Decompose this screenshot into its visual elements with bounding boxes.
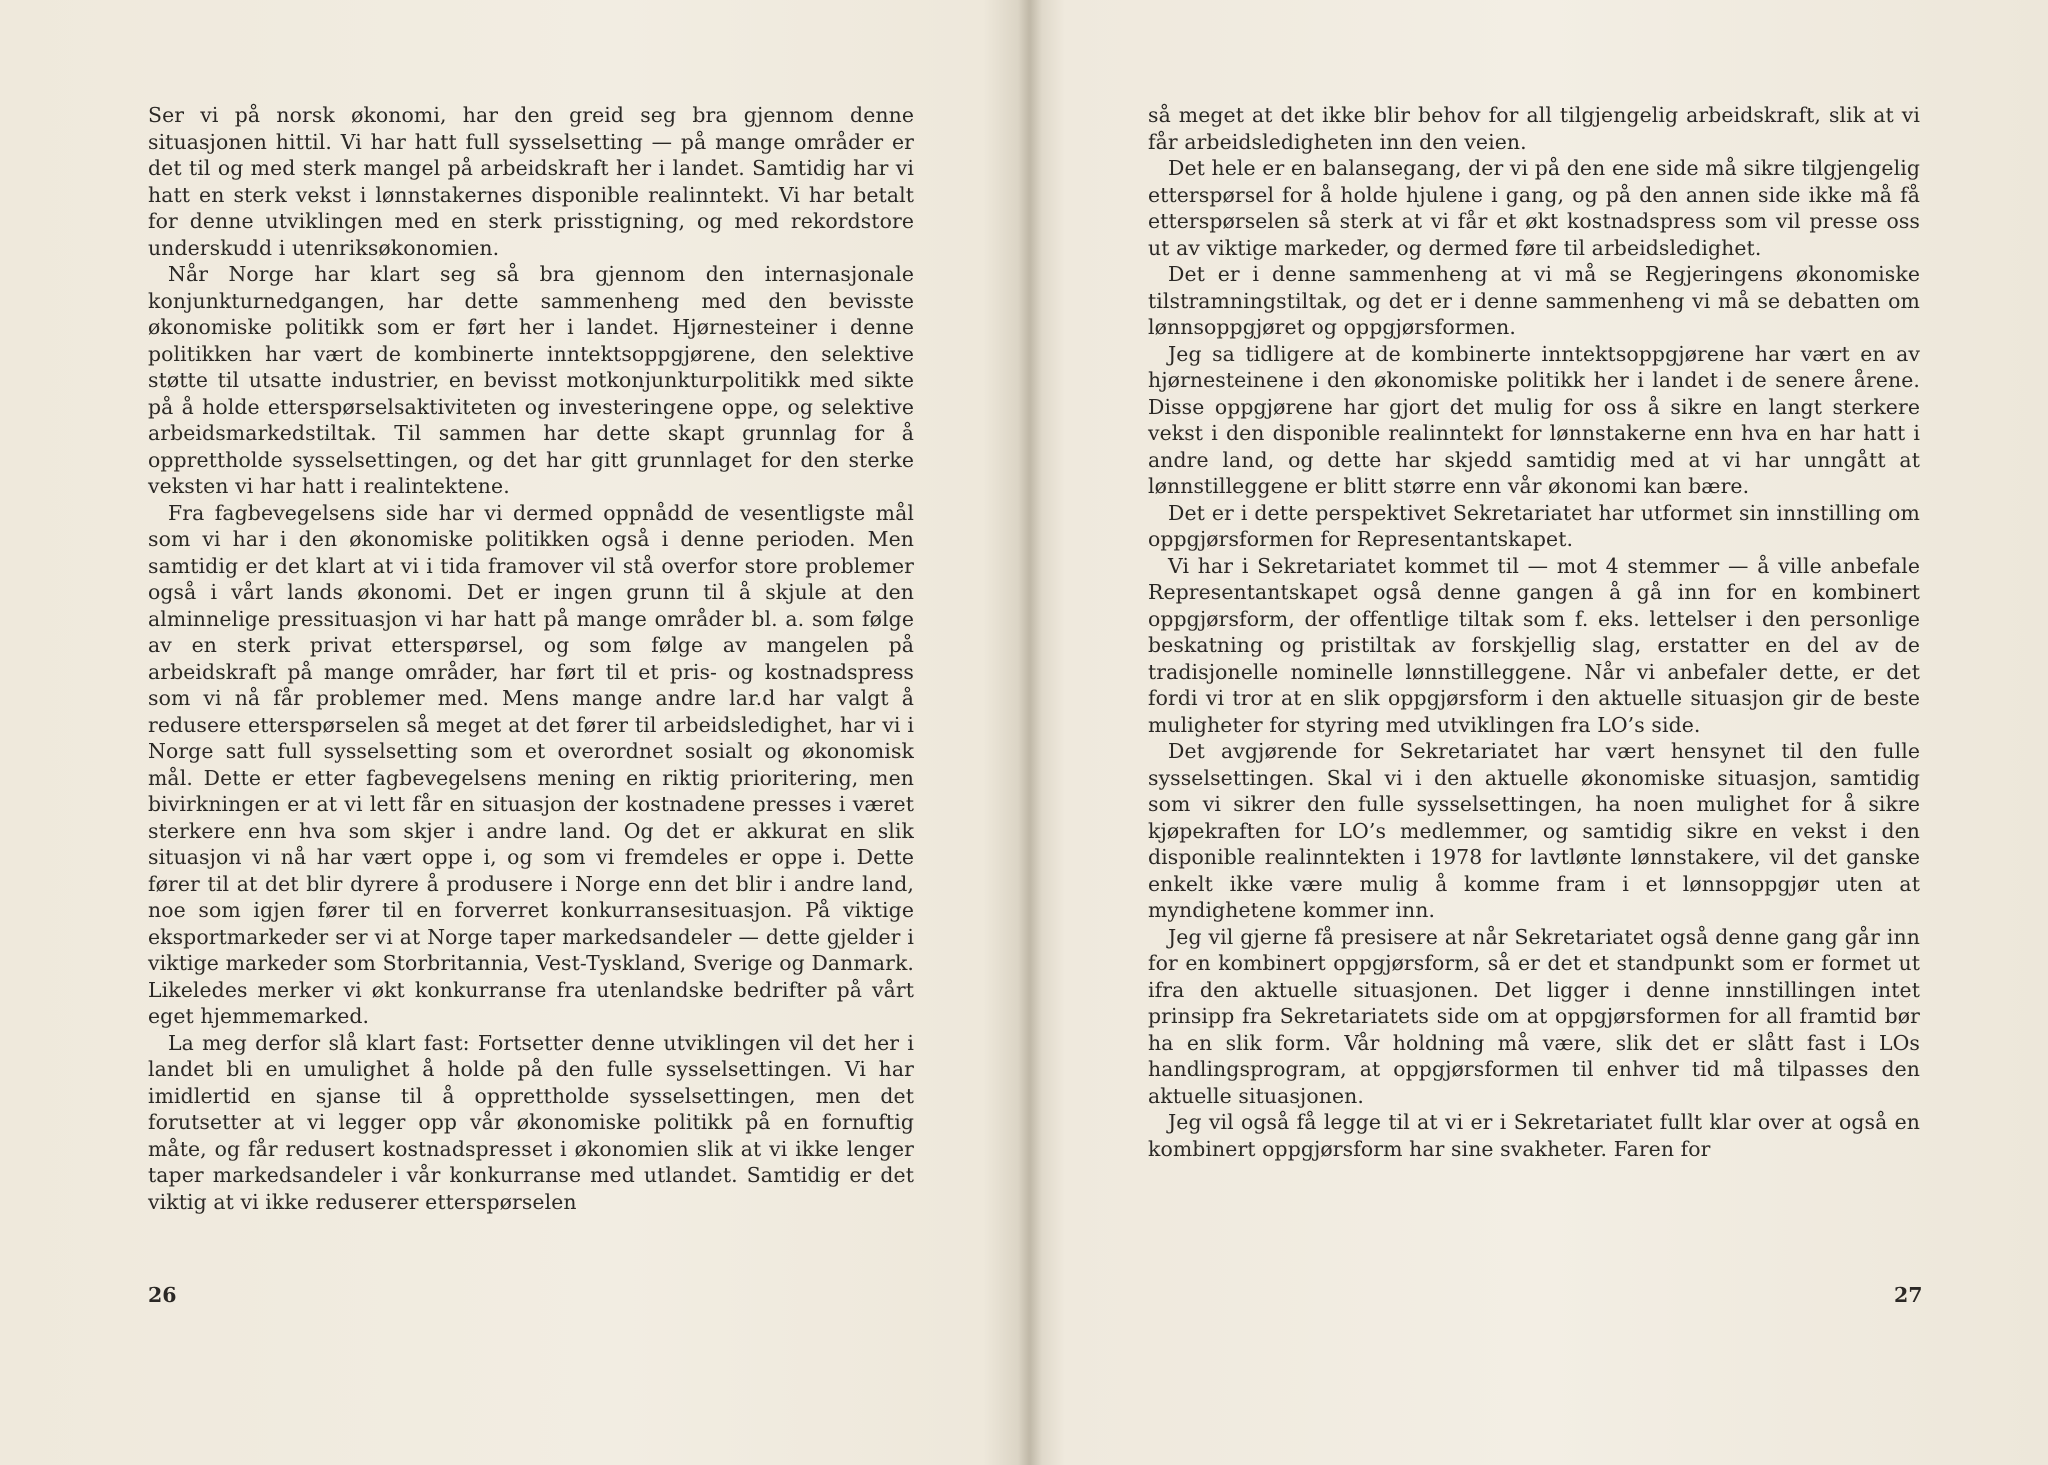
right-paragraph-2: Det hele er en balansegang, der vi på den ene side må sikre tilgjengelig etterspørsel for å holde hjulene i gang, og på den annen side ikke må få etterspørselen så sterk at vi får et økt kostnadspress som vil presse oss ut av viktige markeder, og dermed føre til arbeidsledighet.: [1148, 156, 1920, 260]
right-paragraph-9: Jeg vil også få legge til at vi er i Sekretariatet fullt klar over at også en kombinert oppgjørsform har sine svakheter. Faren for: [1148, 1110, 1920, 1161]
right-paragraph-8: Jeg vil gjerne få presisere at når Sekretariatet også denne gang går inn for en kombinert oppgjørsform, så er det et standpunkt som er formet ut ifra den aktuelle situasjonen. Det ligger i denne innstillingen intet prinsipp fra Sekretariatets side om at oppgjørsformen for all framtid bør ha en slik form. Vår holdning må være, slik det er slått fast i LOs handlingsprogram, at oppgjørsformen til enhver tid må tilpasses den aktuelle situasjonen.: [1148, 924, 1920, 1108]
right-paragraph-4: Jeg sa tidligere at de kombinerte inntektsoppgjørene har vært en av hjørnesteinene i den økonomiske politikk her i landet i de senere årene. Disse oppgjørene har gjort det mulig for oss å sikre en langt sterkere vekst i den disponible realinntekt for lønnstakerne enn hva en har hatt i andre land, og dette har skjedd samtidig med at vi har unngått at lønnstilleggene er blitt større enn vår økonomi kan bære.: [1148, 341, 1920, 498]
left-paragraph-4: La meg derfor slå klart fast: Fortsetter denne utviklingen vil det her i landet bli en umulighet å holde på den fulle sysselsettingen. Vi har imidlertid en sjanse til å opprettholde sysselsettingen, men det forutsetter at vi legger opp vår økonomiske politikk på en fornuftig måte, og får redusert kostnadspresset i økonomien slik at vi ikke lenger taper markedsandeler i vår konkurranse med utlandet. Samtidig er det viktig at vi ikke reduserer etterspørselen: [148, 1030, 914, 1214]
right-page: [1148, 102, 1920, 1162]
book-gutter: [1018, 0, 1042, 1465]
right-paragraph-7: Det avgjørende for Sekretariatet har vært hensynet til den fulle sysselsettingen. Skal vi i den aktuelle økonomiske situasjon, samtidig som vi sikrer den fulle sysselsettingen, ha noen mulighet for å sikre kjøpekraften for LO’s medlemmer, og samtidig sikre en vekst i den disponible realinntekten i 1978 for lavtlønte lønnstakere, vil det ganske enkelt ikke være mulig å komme fram i et lønnsoppgjør uten at myndighetene kommer inn.: [1148, 739, 1920, 922]
right-paragraph-5: Det er i dette perspektivet Sekretariatet har utformet sin innstilling om oppgjørsformen for Representantskapet.: [1148, 500, 1920, 551]
left-page: [148, 102, 914, 1215]
right-page-number: 27: [1894, 1283, 1923, 1307]
left-paragraph-3: Fra fagbevegelsens side har vi dermed oppnådd de vesentligste mål som vi har i den økonomiske politikken også i denne perioden. Men samtidig er det klart at vi i tida framover vil stå overfor store problemer også i vårt lands økonomi. Det er ingen grunn til å skjule at den alminnelige pressituasjon vi har hatt på mange områder bl. a. som følge av en sterk privat etterspørsel, og som følge av mangelen på arbeidskraft på mange områder, har ført til et pris- og kostnadspress som vi nå får problemer med. Mens mange andre lar.d har valgt å redusere etterspørselen så meget at det fører til arbeidsledighet, har vi i Norge satt full sysselsetting som et overordnet sosialt og økonomisk mål. Dette er etter fagbevegelsens mening en riktig prioritering, men bivirkningen er at vi lett får en situasjon der kostnadene presses i været sterkere enn hva som skjer i andre land. Og det er akkurat en slik situasjon vi nå har vært oppe i, og som vi fremdeles er oppe i. Dette fører til at det blir dyrere å produsere i Norge enn det blir i andre land, noe som igjen fører til en forverret konkurransesituasjon. På viktige eksportmarkeder ser vi at Norge taper markedsandeler — dette gjelder i viktige markeder som Storbritannia, Vest-Tyskland, Sverige og Danmark. Likeledes merker vi økt konkurranse fra utenlandske bedrifter på vårt eget hjemmemarked.: [148, 500, 914, 1028]
left-paragraph-1: Ser vi på norsk økonomi, har den greid seg bra gjennom denne situasjonen hittil. Vi har hatt full sysselsetting — på mange områder er det til og med sterk mangel på arbeidskraft her i landet. Samtidig har vi hatt en sterk vekst i lønnstakernes disponible realinntekt. Vi har betalt for denne utviklingen med en sterk prisstigning, og med rekordstore underskudd i utenriksøkonomien.: [148, 103, 914, 260]
right-paragraph-3: Det er i denne sammenheng at vi må se Regjeringens økonomiske tilstramningstiltak, og det er i denne sammenheng vi må se debatten om lønnsoppgjøret og oppgjørsformen.: [1148, 262, 1920, 339]
right-paragraph-6: Vi har i Sekretariatet kommet til — mot 4 stemmer — å ville anbefale Representantskapet også denne gangen å gå inn for en kombinert oppgjørsform, der offentlige tiltak som f. eks. lettelser i den personlige beskatning og pristiltak av forskjellig slag, erstatter en del av de tradisjonelle nominelle lønnstilleggene. Når vi anbefaler dette, er det fordi vi tror at en slik oppgjørsform i den aktuelle situasjon gir de beste muligheter for styring med utviklingen fra LO’s side.: [1148, 553, 1920, 737]
left-page-number: 26: [148, 1283, 177, 1307]
right-paragraph-1: så meget at det ikke blir behov for all tilgjengelig arbeidskraft, slik at vi får arbeidsledigheten inn den veien.: [1148, 103, 1920, 154]
left-paragraph-2: Når Norge har klart seg så bra gjennom den internasjonale konjunkturnedgangen, har dette sammenheng med den bevisste økonomiske politikk som er ført her i landet. Hjørnesteiner i denne politikken har vært de kombinerte inntektsoppgjørene, den selektive støtte til utsatte industrier, en bevisst motkonjunkturpolitikk med sikte på å holde etterspørselsaktiviteten og investeringene oppe, og selektive arbeidsmarkedstiltak. Til sammen har dette skapt grunnlag for å opprettholde sysselsettingen, og det har gitt grunnlaget for den sterke veksten vi har hatt i realintektene.: [148, 262, 914, 498]
